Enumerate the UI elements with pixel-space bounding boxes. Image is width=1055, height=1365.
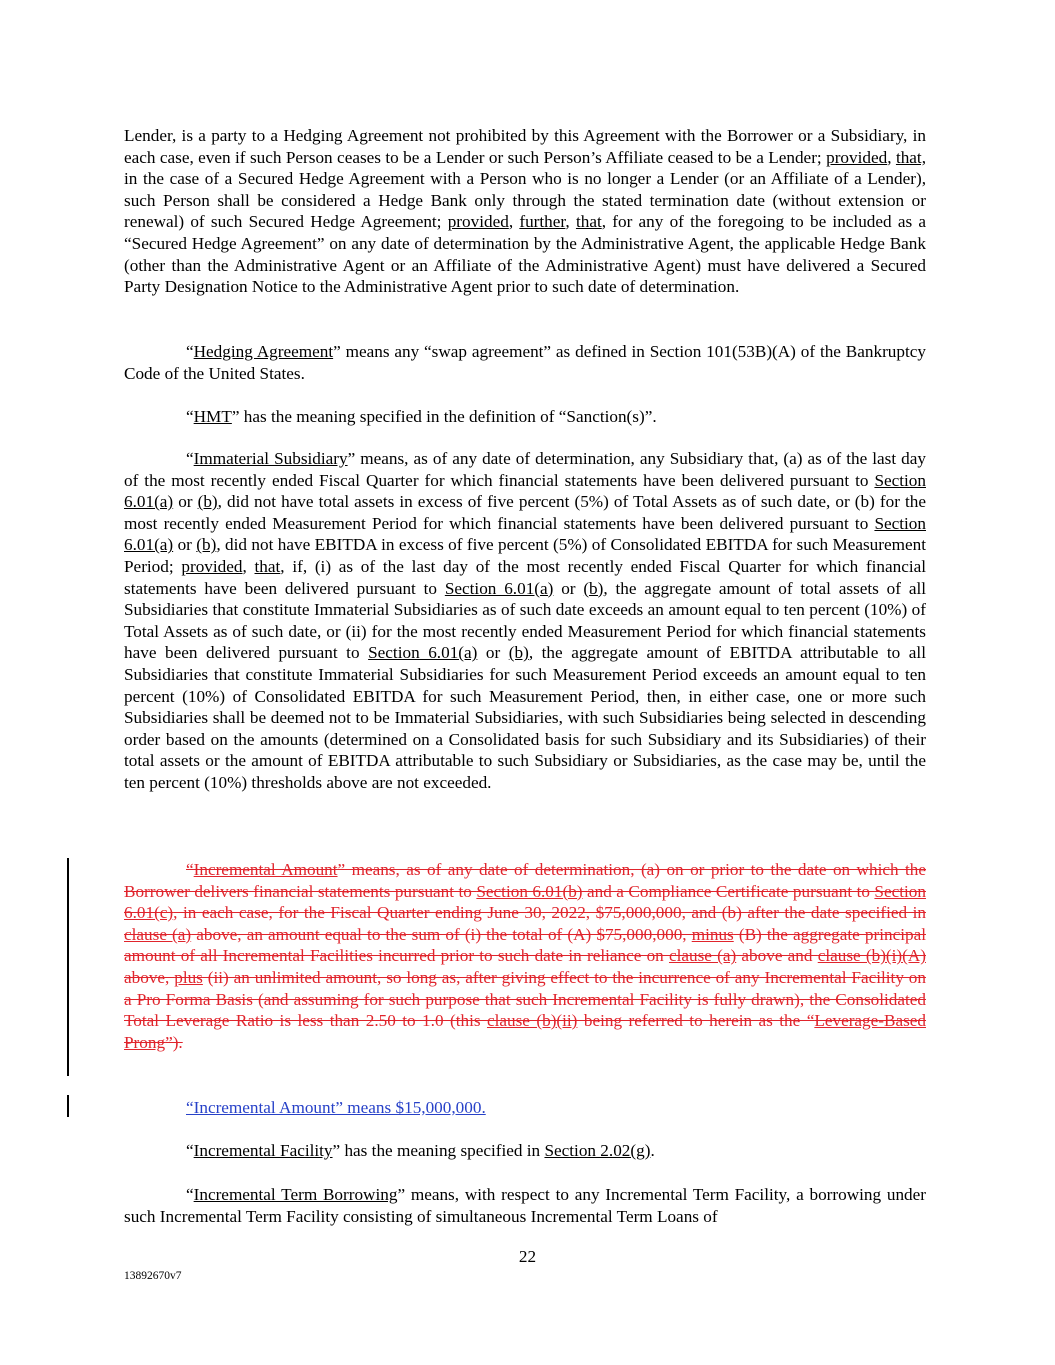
definition-immaterial-subsidiary (124, 448, 926, 794)
text: , (242, 556, 255, 576)
text: being referred to herein as the “ (577, 1011, 815, 1031)
defined-term: Immaterial Subsidiary (193, 449, 348, 468)
defined-term: Leverage-Based Prong (124, 1011, 926, 1052)
section-reference: (b) (583, 578, 604, 598)
text: . (650, 1141, 655, 1160)
text: , if, (i) as of the last day of the most recently ended Fiscal Quarter for which financial statements have been delivered pursuant to (124, 556, 927, 598)
text: ”). (165, 1032, 183, 1052)
text: ” means, with respect to any Incremental Term Facility, a borrowing under such Incremental Term Facility consisting of simultaneous Incremental Term Loans of (124, 1185, 926, 1226)
underlined-term: provided (181, 556, 243, 576)
text: , for any of the foregoing to be included as a “Secured Hedge Agreement” on any date of determination by the Administrative Agent, the applicable Hedge Bank (other than the Administrative Agent or an Affiliate of the Administrative Agent) must have delivered a Secured Party Designation Notice to the Administrative Agent prior to such date of determination. (124, 212, 927, 297)
defined-term: HMT (193, 407, 232, 426)
section-reference: clause (a) (668, 946, 737, 966)
text: , did not have EBITDA in excess of five percent (5%) of Consolidated EBITDA for such Measurement Period; (124, 535, 926, 576)
text: or (173, 535, 197, 555)
section-reference: clause (b)(ii) (486, 1011, 578, 1031)
definition-incremental-facility (124, 1140, 926, 1162)
text: ” means any “swap agreement” as defined in Section 101(53B)(A) of the Bankruptcy Code of the United States. (124, 342, 926, 383)
section-reference: Section 2.02(g) (544, 1141, 651, 1160)
section-reference: clause (a) (124, 924, 192, 944)
underlined-term: plus (174, 967, 203, 987)
text: , (887, 147, 896, 167)
underlined-term: provided (447, 212, 509, 232)
section-reference: (b) (196, 535, 217, 555)
text: ” means, as of any date of determination, any Subsidiary that, (a) as of the last day of the most recently ended Fiscal Quarter for which financial statements have been delivered pursuant to (124, 449, 926, 490)
defined-term: Hedging Agreement (193, 342, 334, 361)
section-reference: Section 6.01(b) (476, 881, 583, 901)
definition-hmt (124, 406, 926, 428)
defined-term: Incremental Facility (193, 1141, 333, 1160)
defined-term: Incremental Term Borrowing (193, 1185, 398, 1204)
text: , (565, 212, 576, 232)
inserted-definition-incremental-amount (124, 1097, 926, 1119)
underlined-term: that (575, 212, 602, 232)
section-reference: clause (b)(i)(A) (817, 946, 926, 966)
underlined-term: minus (691, 924, 734, 944)
section-reference: Section 6.01(a) (124, 513, 926, 555)
text: “ (186, 342, 194, 361)
document-id: 13892670v7 (124, 1270, 182, 1282)
text: (ii) an unlimited amount, so long as, after giving effect to the incurrence of any Incremental Facility on a Pro Forma Basis (and assuming for such purpose that such Incremental Facility is fully drawn), the Consolidated Total Leverage Ratio is less than 2.50 to 1.0 (this (124, 967, 926, 1031)
text: or (173, 492, 198, 512)
underlined-term: further (519, 212, 566, 232)
text: or (553, 578, 584, 598)
text: (B) the aggregate principal amount of all Incremental Facilities incurred prior to such date in reliance on (124, 924, 926, 966)
text: ” has the meaning specified in the definition of “Sanction(s)”. (231, 407, 657, 426)
section-reference: Section 6.01(a) (368, 643, 478, 663)
text: , the aggregate amount of EBITDA attributable to all Subsidiaries that constitute Immaterial Subsidiaries for such Measurement Period exceeds an amount equal to ten percent (10%) of Consolidated EBITDA for such Measurement Period, then, in either case, one or more such Subsidiaries shall be deemed not to be Immaterial Subsidiaries, with such Subsidiaries being selected in descending order based on the amounts (determined on a Consolidated basis for such Subsidiary and its Subsidiaries) of their total assets or the amount of EBITDA attributable to such Subsidiary or Subsidiaries, as the case may be, until the ten percent (10%) thresholds above are not exceeded. (124, 643, 926, 792)
text: “ (186, 1185, 194, 1204)
underlined-term: provided (826, 147, 888, 167)
inserted-text: “Incremental Amount” means $15,000,000. (186, 1098, 486, 1117)
text: in the case of a Secured Hedge Agreement with a Person who is no longer a Lender (or an Affiliate of a Lender), such Person shall be considered a Hedge Bank only through the stated termination date (without extension or renewal) of such Secured Hedge Agreement; (124, 169, 926, 232)
change-bar-deletion (67, 858, 69, 1076)
paragraph-hedge-bank-continuation (124, 125, 926, 298)
section-reference: Section 6.01(c) (124, 881, 926, 923)
defined-term: Incremental Amount (193, 860, 338, 879)
text: , (508, 212, 520, 232)
text: and a Compliance Certificate pursuant to (582, 881, 875, 901)
underlined-term: that (254, 556, 281, 576)
text: “ (186, 860, 194, 879)
text: , in each case, for the Fiscal Quarter ending June 30, 2022, $75,000,000, and (b) after the date specified in (173, 903, 926, 923)
text: “ (186, 1141, 194, 1160)
text: above, (124, 967, 175, 987)
text: ” means, as of any date of determination, (a) on or prior to the date on which the Borrower delivers financial statements pursuant to (124, 860, 926, 901)
definition-incremental-term-borrowing (124, 1184, 926, 1227)
page-number: 22 (518, 1247, 537, 1266)
deleted-definition-incremental-amount (124, 859, 926, 1053)
text: “ (186, 407, 194, 426)
underlined-term: that, (895, 147, 927, 167)
definition-hedging-agreement (124, 341, 926, 384)
text: , did not have total assets in excess of five percent (5%) of Total Assets as of such date, or (b) for the most recently ended Measurement Period for which financial statements have been delivered pursuant to (124, 492, 926, 533)
text: “ (186, 449, 194, 468)
text: Lender, is a party to a Hedging Agreement not prohibited by this Agreement with the Borrower or a Subsidiary, in each case, even if such Person ceases to be a Lender or such Person’s Affiliate ceased to be a Lender; (124, 126, 926, 167)
text: above, an amount equal to the sum of (i) the total of (A) $75,000,000, (191, 924, 692, 944)
section-reference: (b) (508, 643, 529, 663)
text: , the aggregate amount of total assets of all Subsidiaries that constitute Immaterial Subsidiaries as of such date exceeds an amount equal to ten percent (10%) of Total Assets as of such date, or (ii) for the most recently ended Measurement Period for which financial statements have been delivered pursuant to (124, 578, 926, 663)
text: above and (736, 946, 818, 966)
section-reference: Section 6.01(a) (124, 470, 926, 512)
text: or (477, 643, 509, 663)
section-reference: (b) (197, 492, 218, 512)
text: ” has the meaning specified in (332, 1141, 545, 1160)
section-reference: Section 6.01(a) (444, 578, 554, 598)
change-bar-insertion (67, 1095, 69, 1117)
